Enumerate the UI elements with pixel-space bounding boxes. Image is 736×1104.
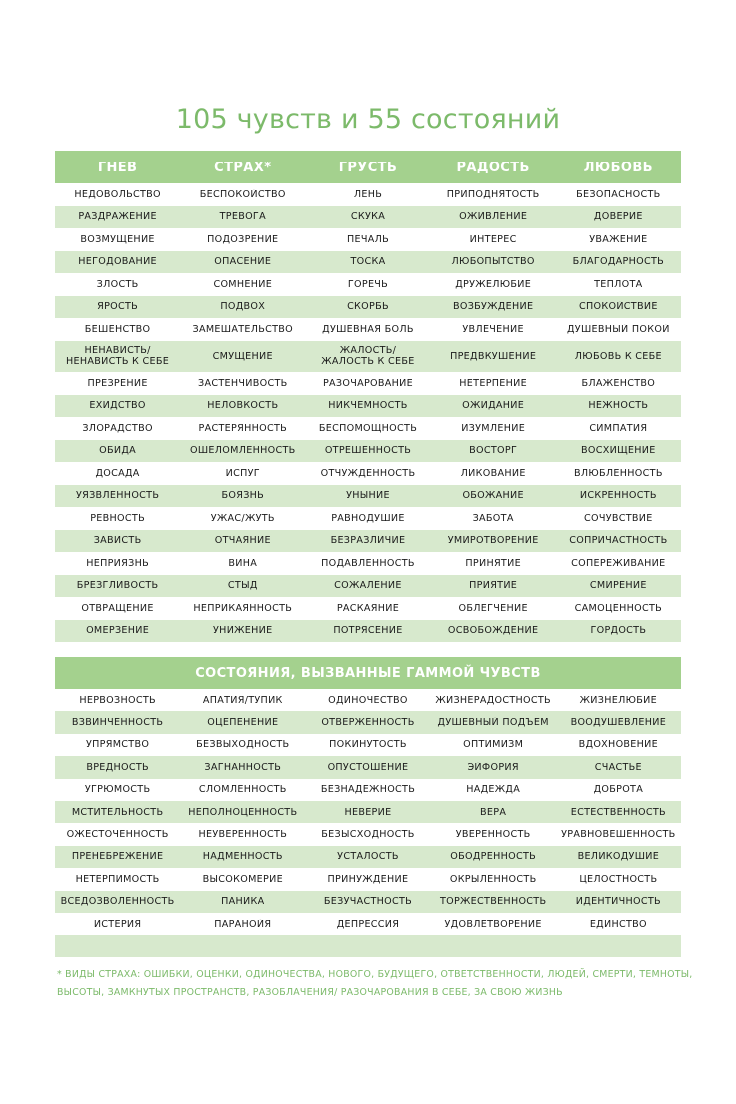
table-cell: СОПЕРЕЖИВАНИЕ — [571, 557, 666, 569]
table-row — [55, 801, 681, 823]
table-cell: ПРИНУЖДЕНИЕ — [327, 873, 409, 885]
table-cell: ПАНИКА — [221, 896, 265, 908]
table-cell: БОЯЗНЬ — [221, 490, 265, 502]
table-cell: СМУЩЕНИЕ — [212, 350, 273, 362]
table-cell: БЕЗРАЗЛИЧИЕ — [330, 535, 406, 547]
table-cell: ВОЗМУЩЕНИЕ — [80, 233, 155, 245]
table-cell: ЗАБОТА — [472, 512, 514, 524]
column-header-love: ЛЮБОВЬ — [583, 161, 653, 173]
table-cell: БЕЗОПАСНОСТЬ — [576, 188, 661, 200]
table-row — [55, 575, 681, 598]
table-row — [55, 228, 681, 251]
table-cell: БЕЗЫСХОДНОСТЬ — [321, 829, 415, 841]
table-cell: ВЛЮБЛЁННОСТЬ — [573, 467, 663, 479]
column-header-anger: ГНЕВ — [97, 161, 138, 173]
table-cell: УДОВЛЕТВОРЕНИЕ — [444, 918, 542, 930]
table-cell: ИСТЕРИЯ — [93, 918, 142, 930]
table-cell: УВЕРЕННОСТЬ — [455, 829, 531, 841]
table-cell: УЯЗВЛЁННОСТЬ — [75, 490, 160, 502]
table-cell: УГРЮМОСТЬ — [84, 784, 151, 796]
table-cell: ДЕПРЕССИЯ — [336, 918, 400, 930]
table-cell: ПРИПОДНЯТОСТЬ — [446, 188, 540, 200]
feelings-header-row — [55, 151, 681, 183]
table-cell: УВАЖЕНИЕ — [589, 233, 648, 245]
table-row — [55, 711, 681, 733]
table-cell: ЗАСТЕНЧИВОСТЬ — [198, 377, 288, 389]
column-header-sadness: ГРУСТЬ — [338, 161, 398, 173]
table-cell: ВОСХИЩЕНИЕ — [581, 445, 656, 457]
table-cell: ОБИДА — [99, 445, 137, 457]
table-cell: ПРИЯТИЕ — [469, 580, 518, 592]
table-row — [55, 779, 681, 801]
table-row — [55, 372, 681, 395]
table-cell: ЛЕНЬ — [353, 188, 383, 200]
table-cell: УСТАЛОСТЬ — [337, 851, 399, 863]
table-cell: РАСКАЯНИЕ — [336, 602, 400, 614]
table-cell: СМИРЕНИЕ — [589, 580, 647, 592]
table-cell: ОМЕРЗЕНИЕ — [86, 625, 150, 637]
table-cell: НЕЛОВКОСТЬ — [207, 400, 279, 412]
table-row — [55, 273, 681, 296]
table-cell: УМИРОТВОРЕНИЕ — [447, 535, 539, 547]
table-cell: СЛОМЛЕННОСТЬ — [198, 784, 287, 796]
table-cell: ЛИКОВАНИЕ — [460, 467, 526, 479]
table-cell: СКУКА — [350, 211, 386, 223]
table-cell: НЕПРИЯЗНЬ — [86, 557, 149, 569]
table-cell: БЛАГОДАРНОСТЬ — [572, 256, 665, 268]
table-cell: НЕПРИКАЯННОСТЬ — [193, 602, 293, 614]
table-cell: ОТВРАЩЕНИЕ — [81, 602, 154, 614]
table-cell: ДОБРОТА — [593, 784, 644, 796]
table-cell: ВОЗБУЖДЕНИЕ — [452, 301, 534, 313]
table-cell: ОДИНОЧЕСТВО — [328, 694, 408, 706]
table-cell: СИМПАТИЯ — [589, 422, 648, 434]
page-title: 105 чувств и 55 состояний — [175, 104, 561, 135]
table-cell: ДОВЕРИЕ — [593, 211, 643, 223]
table-cell: МСТИТЕЛЬНОСТЬ — [71, 806, 164, 818]
table-cell: ОТВЕРЖЕННОСТЬ — [321, 717, 415, 729]
table-row — [55, 620, 681, 643]
table-cell: ГОРДОСТЬ — [590, 625, 647, 637]
table-cell: ЗЛОСТЬ — [96, 278, 139, 290]
table-cell: ВЗВИНЧЕННОСТЬ — [71, 717, 164, 729]
table-cell: ЕДИНСТВО — [589, 918, 647, 930]
table-cell: БЕШЕНСТВО — [84, 323, 151, 335]
table-cell: ДУШЕВНЫЙ ПОКОЙ — [567, 323, 670, 335]
table-cell: ПЕЧАЛЬ — [346, 233, 389, 245]
table-cell: НЕУВЕРЕННОСТЬ — [198, 829, 288, 841]
table-cell: ОТРЕШЁННОСТЬ — [324, 445, 412, 457]
table-cell: УНЫНИЕ — [346, 490, 390, 502]
footnote — [57, 966, 697, 1002]
table-cell: ОШЕЛОМЛЁННОСТЬ — [190, 445, 296, 457]
table-row — [55, 296, 681, 319]
table-cell: НИКЧЁМНОСТЬ — [328, 400, 408, 412]
table-cell: ПОТРЯСЕНИЕ — [333, 625, 403, 637]
table-cell: НАДМЕННОСТЬ — [202, 851, 283, 863]
table-cell: ПОДВОХ — [220, 301, 266, 313]
table-cell: ДУШЕВНЫЙ ПОДЪЁМ — [437, 717, 549, 729]
table-cell: СПОКОЙСТВИЕ — [579, 301, 658, 313]
table-cell: ИНТЕРЕС — [469, 233, 517, 245]
table-cell: ОТЧАЯНИЕ — [214, 535, 271, 547]
table-cell: НЕТЕРПЕНИЕ — [459, 377, 528, 389]
table-cell: РЕВНОСТЬ — [90, 512, 145, 524]
table-row — [55, 318, 681, 341]
table-row — [55, 206, 681, 229]
table-row — [55, 597, 681, 620]
table-cell: ПОКИНУТОСТЬ — [329, 739, 407, 751]
table-row — [55, 462, 681, 485]
table-row — [55, 440, 681, 463]
table-cell: ВДОХНОВЕНИЕ — [578, 739, 659, 751]
table-cell: ДУШЕВНАЯ БОЛЬ — [322, 323, 414, 335]
table-cell: НЕГОДОВАНИЕ — [78, 256, 157, 268]
table-cell: СОЖАЛЕНИЕ — [334, 580, 402, 592]
table-cell: ТЕПЛОТА — [594, 278, 643, 290]
table-cell: ОПАСЕНИЕ — [214, 256, 272, 268]
table-cell: НЕПОЛНОЦЕННОСТЬ — [188, 806, 298, 818]
table-cell: ОЖЕСТОЧЁННОСТЬ — [66, 829, 169, 841]
table-cell: ОЖИВЛЕНИЕ — [459, 211, 528, 223]
table-cell: БРЕЗГЛИВОСТЬ — [76, 580, 159, 592]
feelings-body — [55, 183, 681, 642]
table-cell: ОСВОБОЖДЕНИЕ — [447, 625, 539, 637]
table-cell: ОБОЖАНИЕ — [462, 490, 524, 502]
table-cell: НЕЖНОСТЬ — [588, 400, 649, 412]
table-cell: ПАРАНОЙЯ — [214, 918, 272, 930]
table-cell: ВОСТОРГ — [469, 445, 518, 457]
table-cell: ОЦЕПЕНЕНИЕ — [207, 717, 279, 729]
table-cell: ТОСКА — [350, 256, 386, 268]
table-cell: РАСТЕРЯННОСТЬ — [198, 422, 287, 434]
table-cell: ПРЕЗРЕНИЕ — [87, 377, 148, 389]
table-cell: ЛЮБОВЬ К СЕБЕ — [574, 350, 662, 362]
table-cell: ДРУЖЕЛЮБИЕ — [455, 278, 532, 290]
table-row — [55, 251, 681, 274]
table-cell: ВЕРА — [480, 806, 507, 818]
table-cell: ТРЕВОГА — [219, 211, 266, 223]
footnote-line-2: ВЫСОТЫ, ЗАМКНУТЫХ ПРОСТРАНСТВ, РАЗОБЛАЧЕНИЯ/ РАЗОЧАРОВАНИЯ В СЕБЕ, ЗА СВОЮ ЖИЗНЬ — [57, 987, 563, 998]
table-cell: ОПТИМИЗМ — [463, 739, 524, 751]
table-row — [55, 552, 681, 575]
table-cell: ИЗУМЛЕНИЕ — [461, 422, 526, 434]
table-cell: ИДЕНТИЧНОСТЬ — [575, 896, 661, 908]
table-cell: ЕХИДСТВО — [89, 400, 146, 412]
table-row — [55, 183, 681, 206]
table-cell: ГОРЕЧЬ — [347, 278, 389, 290]
table-cell: ЛЮБОПЫТСТВО — [451, 256, 535, 268]
table-cell: ВЕЛИКОДУШИЕ — [577, 851, 660, 863]
table-cell: СЧАСТЬЕ — [594, 761, 642, 773]
table-row — [55, 417, 681, 440]
table-cell: ОБОДРЁННОСТЬ — [450, 851, 537, 863]
table-cell: АПАТИЯ/ТУПИК — [202, 694, 283, 706]
table-cell: ПРИНЯТИЕ — [465, 557, 521, 569]
table-cell: БЕЗНАДЁЖНОСТЬ — [320, 784, 416, 796]
table-row — [55, 823, 681, 845]
table-cell: ОБЛЕГЧЕНИЕ — [458, 602, 528, 614]
table-cell: ВЫСОКОМЕРИЕ — [202, 873, 283, 885]
column-header-joy: РАДОСТЬ — [456, 161, 530, 173]
table-cell: УНИЖЕНИЕ — [213, 625, 273, 637]
table-cell: НЕДОВОЛЬСТВО — [74, 188, 161, 200]
table-row — [55, 507, 681, 530]
table-row — [55, 689, 681, 711]
table-cell: СКОРБЬ — [347, 301, 389, 313]
table-cell: ИСПУГ — [225, 467, 260, 479]
table-cell: РАЗДРАЖЕНИЕ — [78, 211, 157, 223]
table-row — [55, 756, 681, 778]
table-cell: НЕРВОЗНОСТЬ — [79, 694, 156, 706]
states-header: СОСТОЯНИЯ, ВЫЗВАННЫЕ ГАММОЙ ЧУВСТВ — [55, 657, 681, 689]
table-row — [55, 734, 681, 756]
table-cell: ЭЙФОРИЯ — [467, 761, 519, 773]
table-cell: ВООДУШЕВЛЕНИЕ — [570, 717, 667, 729]
table-cell: ПОДОЗРЕНИЕ — [207, 233, 279, 245]
table-cell: БЕЗУЧАСТНОСТЬ — [323, 896, 413, 908]
table-cell: ЗАГНАННОСТЬ — [204, 761, 282, 773]
column-header-fear: СТРАХ* — [214, 161, 272, 173]
table-cell: ВРЕДНОСТЬ — [86, 761, 149, 773]
table-cell: ОЖИДАНИЕ — [462, 400, 525, 412]
table-row — [55, 846, 681, 868]
table-cell: БЕЗВЫХОДНОСТЬ — [196, 739, 290, 751]
table-row — [55, 913, 681, 935]
table-row — [55, 891, 681, 913]
table-cell: ПРЕДВКУШЕНИЕ — [450, 350, 537, 362]
table-cell: ДОСАДА — [95, 467, 140, 479]
table-cell: БЕСПОКОЙСТВО — [199, 188, 286, 200]
table-cell: ОТЧУЖДЁННОСТЬ — [320, 467, 416, 479]
table-cell: СТЫД — [227, 580, 258, 592]
table-cell: РАЗОЧАРОВАНИЕ — [322, 377, 413, 389]
table-cell: РАВНОДУШИЕ — [331, 512, 405, 524]
table-cell: САМОЦЕННОСТЬ — [574, 602, 662, 614]
table-cell: ЯРОСТЬ — [97, 301, 139, 313]
table-row — [55, 395, 681, 418]
table-cell: ОКРЫЛЁННОСТЬ — [449, 873, 537, 885]
feelings-table — [55, 151, 681, 642]
states-table — [55, 657, 681, 957]
footnote-line-1: * ВИДЫ СТРАХА: ОШИБКИ, ОЦЕНКИ, ОДИНОЧЕСТВА, НОВОГО, БУДУЩЕГО, ОТВЕТСТВЕННОСТИ, ЛЮДЕЙ, СМЕРТИ, ТЕМНОТЫ, — [57, 969, 693, 980]
table-cell: СОЧУВСТВИЕ — [584, 512, 653, 524]
table-cell: ЗЛОРАДСТВО — [82, 422, 153, 434]
table-cell: ЕСТЕСТВЕННОСТЬ — [570, 806, 666, 818]
table-cell: ВИНА — [228, 557, 258, 569]
table-cell: СОПРИЧАСТНОСТЬ — [569, 535, 668, 547]
table-cell: ТОРЖЕСТВЕННОСТЬ — [439, 896, 547, 908]
table-cell: БЛАЖЕНСТВО — [581, 377, 656, 389]
table-cell: НАДЕЖДА — [466, 784, 521, 796]
table-cell: ПОДАВЛЕННОСТЬ — [321, 557, 415, 569]
states-body — [55, 689, 681, 935]
table-cell: ЖИЗНЕЛЮБИЕ — [579, 694, 657, 706]
table-cell: НЕВЕРИЕ — [344, 806, 392, 818]
table-cell: УЖАС/ЖУТЬ — [210, 512, 275, 524]
table-cell: ЗАМЕШАТЕЛЬСТВО — [192, 323, 294, 335]
table-cell: ПРЕНЕБРЕЖЕНИЕ — [71, 851, 164, 863]
states-footer-bar — [55, 935, 681, 957]
table-cell: ЖАЛОСТЬ/ ЖАЛОСТЬ К СЕБЕ — [321, 345, 415, 368]
table-cell: УВЛЕЧЕНИЕ — [462, 323, 524, 335]
table-cell: УПРЯМСТВО — [86, 739, 150, 751]
table-cell: ЗАВИСТЬ — [93, 535, 142, 547]
table-cell: НЕТЕРПИМОСТЬ — [75, 873, 160, 885]
table-row — [55, 530, 681, 553]
table-cell: БЕСПОМОЩНОСТЬ — [318, 422, 418, 434]
table-cell: УРАВНОВЕШЕННОСТЬ — [561, 829, 676, 841]
table-row — [55, 868, 681, 890]
table-cell: ОПУСТОШЕНИЕ — [327, 761, 409, 773]
table-cell: ЦЕЛОСТНОСТЬ — [579, 873, 658, 885]
table-cell: ЖИЗНЕРАДОСТНОСТЬ — [435, 694, 551, 706]
table-row — [55, 341, 681, 373]
table-cell: ВСЕДОЗВОЛЕННОСТЬ — [60, 896, 175, 908]
table-cell: СОМНЕНИЕ — [213, 278, 273, 290]
table-cell: ИСКРЕННОСТЬ — [579, 490, 657, 502]
table-cell: НЕНАВИСТЬ/ НЕНАВИСТЬ К СЕБЕ — [66, 345, 170, 368]
table-row — [55, 485, 681, 508]
